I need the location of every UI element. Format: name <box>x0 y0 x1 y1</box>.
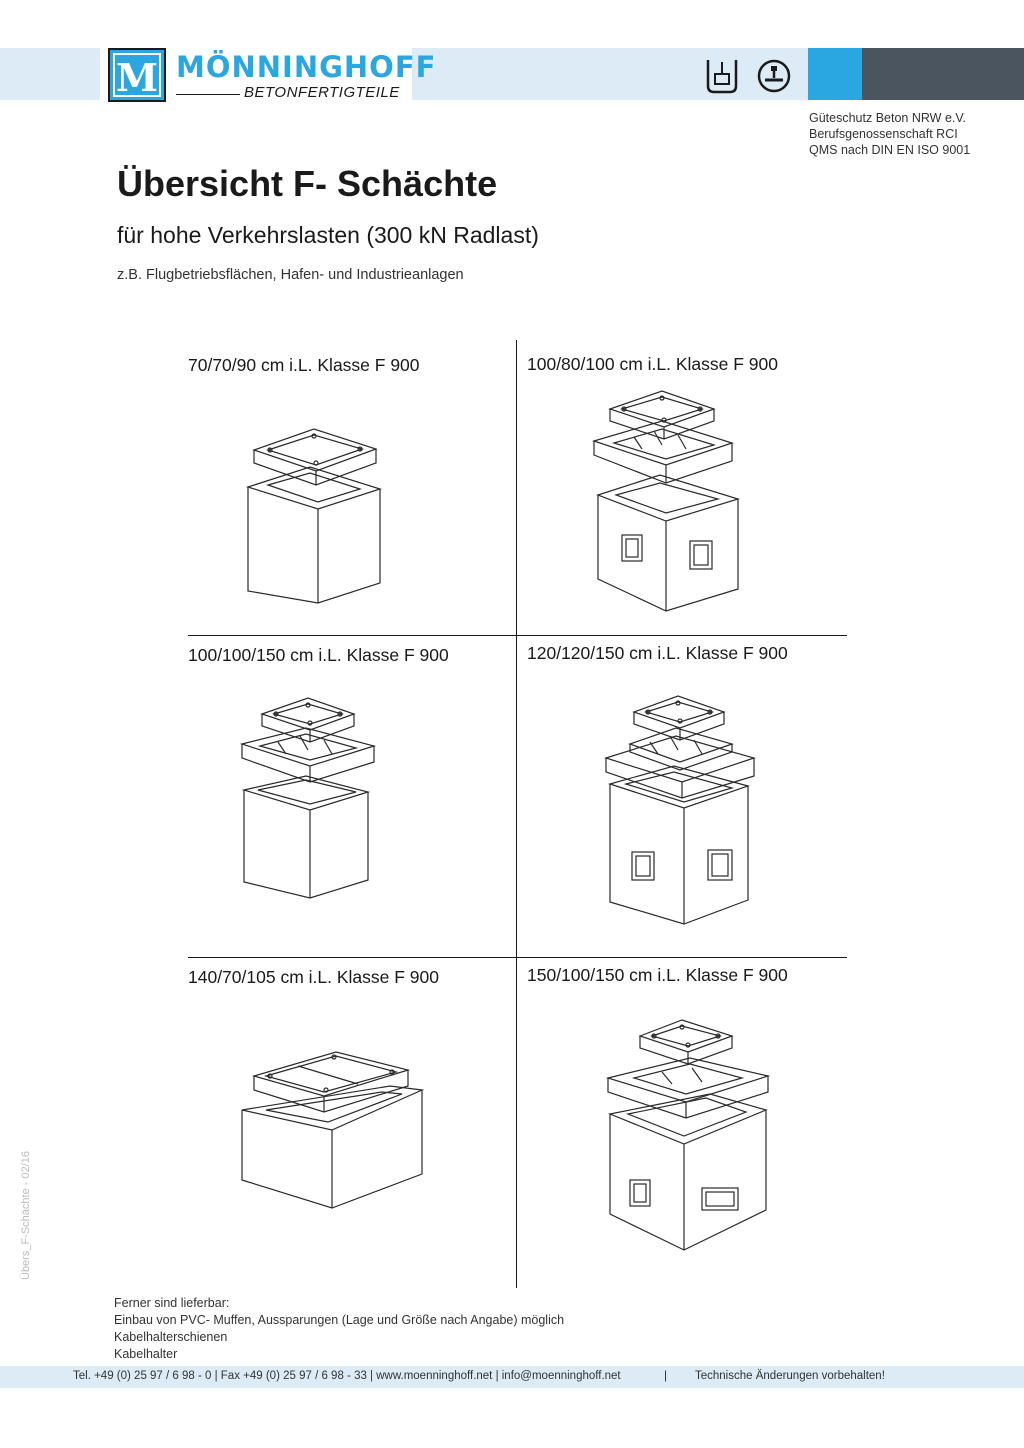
shaft-drawing-150-100-150 <box>606 1010 776 1260</box>
shaft-label-100-80-100: 100/80/100 cm i.L. Klasse F 900 <box>527 354 778 374</box>
logo-rule <box>176 94 240 95</box>
shaft-drawing-140-70-105 <box>240 1030 430 1210</box>
footer-separator: | <box>664 1368 668 1382</box>
footer-disclaimer: Technische Änderungen vorbehalten! <box>695 1370 885 1382</box>
shaft-drawing-100-100-150 <box>238 692 388 902</box>
header-accent-blue <box>808 48 862 100</box>
availability-heading: Ferner sind lieferbar: <box>114 1296 230 1310</box>
grid-divider-horizontal <box>188 957 847 958</box>
shaft-drawing-100-80-100 <box>590 383 750 623</box>
availability-notes <box>114 1295 564 1363</box>
page-subtitle: für hohe Verkehrslasten (300 kN Radlast) <box>117 222 539 248</box>
availability-item: Kabelhalterschienen <box>114 1330 228 1344</box>
certification-line: Güteschutz Beton NRW e.V. <box>809 111 967 125</box>
quality-seal-icon <box>704 56 740 96</box>
company-division: BETONFERTIGTEILE <box>244 84 400 101</box>
footer-contact: Tel. +49 (0) 25 97 / 6 98 - 0 | Fax +49 (0) 25 97 / 6 98 - 33 | www.moenninghoff.net | info@moenninghoff.net <box>73 1370 621 1382</box>
availability-item: Einbau von PVC- Muffen, Aussparungen (Lage und Größe nach Angabe) möglich <box>114 1313 565 1327</box>
grid-divider-horizontal <box>188 635 847 636</box>
shaft-label-120-120-150: 120/120/150 cm i.L. Klasse F 900 <box>527 643 788 663</box>
shaft-drawing-120-120-150 <box>604 680 764 930</box>
shaft-label-150-100-150: 150/100/150 cm i.L. Klasse F 900 <box>527 965 788 985</box>
company-name: MÖNNINGHOFF <box>176 50 437 84</box>
grid-divider-vertical <box>516 340 517 1288</box>
header-accent-dark <box>862 48 1024 100</box>
shaft-drawing-70-70-90 <box>238 405 398 605</box>
shaft-label-140-70-105: 140/70/105 cm i.L. Klasse F 900 <box>188 967 439 987</box>
document-code: Übers_F-Schächte - 02/16 <box>20 1150 32 1280</box>
certification-line: QMS nach DIN EN ISO 9001 <box>809 143 971 157</box>
certification-line: Berufsgenossenschaft RCI <box>809 127 958 141</box>
svg-text:M: M <box>115 55 159 100</box>
shaft-label-70-70-90: 70/70/90 cm i.L. Klasse F 900 <box>188 355 420 375</box>
usage-examples: z.B. Flugbetriebsflächen, Hafen- und Industrieanlagen <box>117 267 464 283</box>
company-logo-icon <box>108 48 166 102</box>
shaft-label-100-100-150: 100/100/150 cm i.L. Klasse F 900 <box>188 645 449 665</box>
availability-item: Kabelhalter <box>114 1347 178 1361</box>
load-test-icon <box>756 56 792 96</box>
page-title: Übersicht F- Schächte <box>117 163 498 204</box>
certifications <box>809 110 970 158</box>
